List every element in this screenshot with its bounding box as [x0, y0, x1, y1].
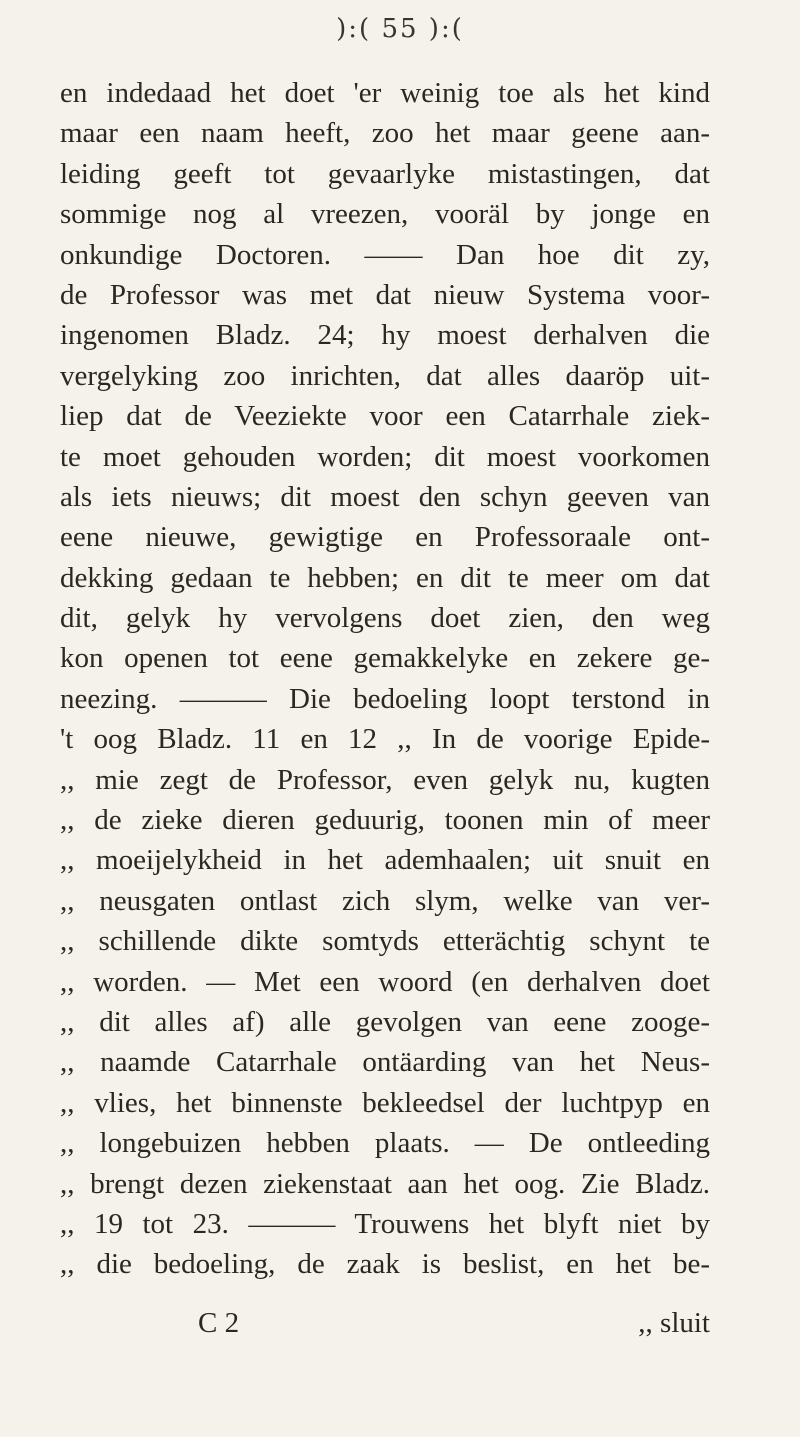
text-line: onkundige Doctoren. —— Dan hoe dit zy, — [60, 238, 710, 271]
text-line: 't oog Bladz. 11 en 12 ,, In de voorige Epide- — [60, 723, 710, 756]
quoted-line: ,, 19 tot 23. ——— Trouwens het blyft niet by — [60, 1207, 710, 1240]
quoted-line: ,, naamde Catarrhale ontäarding van het Neus- — [60, 1046, 710, 1079]
quoted-line: ,, vlies, het binnenste bekleedsel der luchtpyp en — [60, 1086, 710, 1119]
text-line: en indedaad het doet 'er weinig toe als het kind — [60, 77, 710, 109]
text-line: maar een naam heeft, zoo het maar geene aan- — [60, 117, 710, 150]
page-header: ):( 55 ):( — [336, 14, 464, 44]
quoted-line: ,, longebuizen hebben plaats. — De ontleeding — [60, 1127, 710, 1160]
text-line: vergelyking zoo inrichten, dat alles daaröp uit- — [60, 359, 710, 392]
text-line: sommige nog al vreezen, vooräl by jonge en — [60, 198, 710, 231]
quoted-line: ,, de zieke dieren geduurig, toonen min of meer — [60, 804, 710, 837]
quoted-line: ,, mie zegt de Professor, even gelyk nu, kugten — [60, 763, 710, 796]
quoted-line: ,, schillende dikte somtyds etterächtig schynt te — [60, 925, 710, 958]
text-line: kon openen tot eene gemakkelyke en zekere ge- — [60, 642, 710, 675]
quoted-line: ,, brengt dezen ziekenstaat aan het oog. Zie Bladz. — [60, 1167, 710, 1200]
text-line: ingenomen Bladz. 24; hy moest derhalven die — [60, 319, 710, 352]
page-footer — [60, 1307, 710, 1347]
quoted-line: ,, dit alles af) alle gevolgen van eene zooge- — [60, 1005, 710, 1038]
text-line: dit, gelyk hy vervolgens doet zien, den weg — [60, 602, 710, 635]
catchword: ,, sluit — [638, 1307, 710, 1339]
text-line: leiding geeft tot gevaarlyke mistastingen, dat — [60, 157, 710, 190]
quoted-line: ,, neusgaten ontlast zich slym, welke van ver- — [60, 884, 710, 917]
text-line: dekking gedaan te hebben; en dit te meer om dat — [60, 561, 710, 594]
quoted-line: ,, moeijelykheid in het ademhaalen; uit snuit en — [60, 844, 710, 877]
signature-mark: C 2 — [198, 1307, 240, 1339]
quoted-line: ,, worden. — Met een woord (en derhalven doet — [60, 965, 710, 998]
text-line: als iets nieuws; dit moest den schyn geeven van — [60, 480, 710, 513]
text-line: te moet gehouden worden; dit moest voorkomen — [60, 440, 710, 473]
text-line: de Professor was met dat nieuw Systema voor- — [60, 278, 710, 311]
text-line: eene nieuwe, gewigtige en Professoraale ont- — [60, 521, 710, 554]
quoted-line: ,, die bedoeling, de zaak is beslist, en het be- — [60, 1248, 710, 1281]
text-line: liep dat de Veeziekte voor een Catarrhale ziek- — [60, 400, 710, 433]
body-text — [60, 73, 710, 1285]
text-line: neezing. ——— Die bedoeling loopt terstond in — [60, 682, 710, 715]
